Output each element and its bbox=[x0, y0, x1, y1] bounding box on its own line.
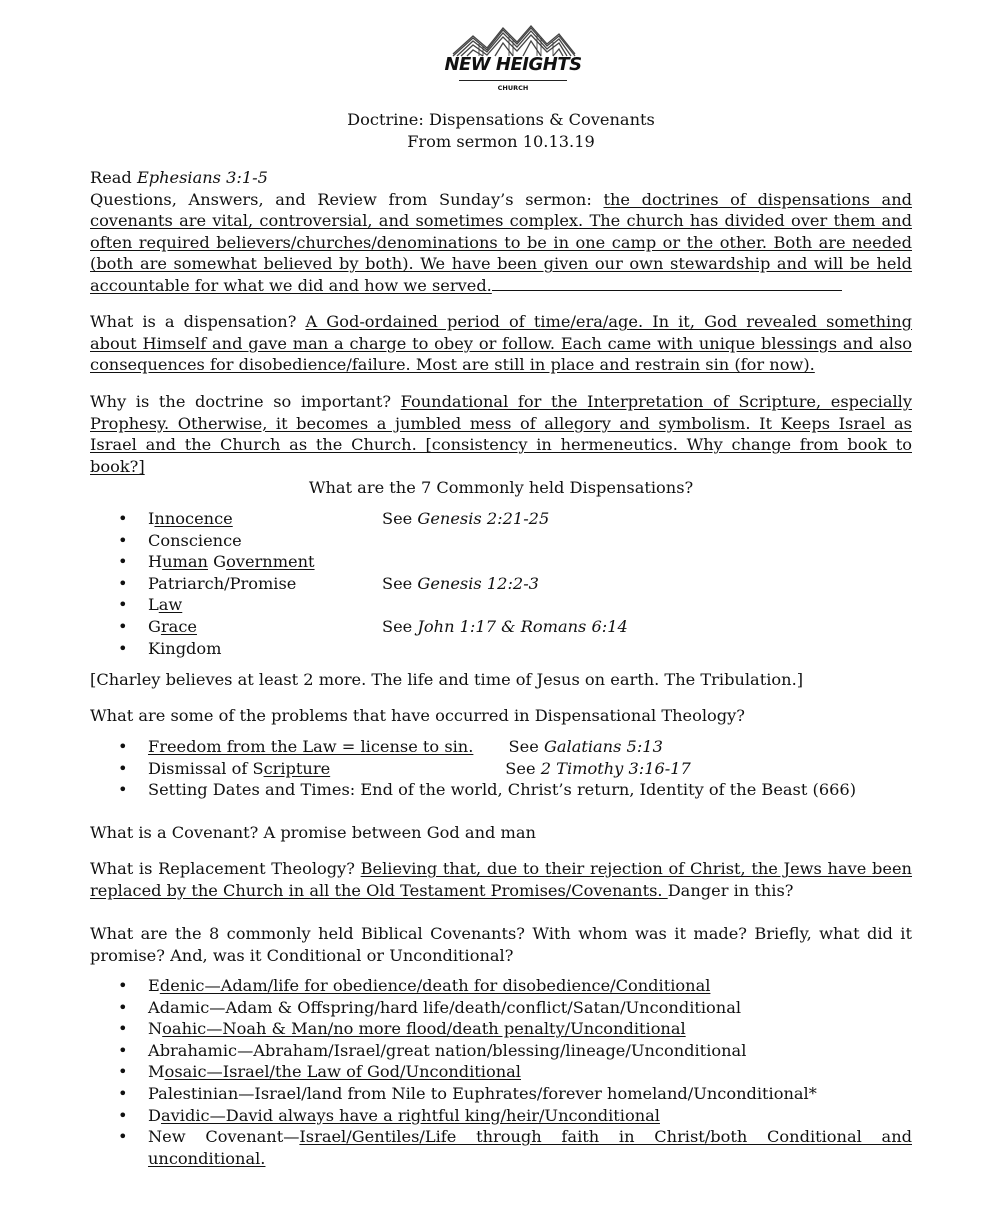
covenant-list bbox=[90, 975, 912, 1169]
page-title: Doctrine: Dispensations & Covenants bbox=[347, 110, 655, 129]
list-item: • Human Government bbox=[118, 552, 315, 572]
answer-text: A God-ordained period of time/era/age. In it, God revealed something about Himself and gave man a charge to obey or follow. Each came with unique blessings and also consequences for disobedience/failure. Most are still in place and restrain sin (for now). bbox=[90, 312, 913, 375]
problems-list bbox=[90, 736, 912, 801]
scripture-reference: Genesis 2:21-25 bbox=[417, 509, 550, 528]
scripture-reference: Genesis 12:2-3 bbox=[417, 573, 539, 593]
bullet-icon: • bbox=[118, 595, 128, 615]
list-item: • Adamic—Adam & Offspring/hard life/death/conflict/Satan/Unconditional bbox=[118, 997, 742, 1017]
intro-section bbox=[90, 167, 912, 297]
bullet-icon: • bbox=[118, 638, 128, 658]
bullet-icon: • bbox=[118, 1019, 128, 1039]
question-text: What is Replacement Theology? bbox=[90, 859, 361, 878]
bullet-icon: • bbox=[118, 530, 128, 550]
bullet-icon: • bbox=[118, 1040, 128, 1060]
bullet-icon: • bbox=[118, 552, 128, 572]
page-subtitle: From sermon 10.13.19 bbox=[407, 132, 595, 151]
list-item: • Grace See John 1:17 & Romans 6:14 bbox=[118, 616, 628, 636]
replacement-question: What is Replacement Theology? Believing that, due to their rejection of Christ, the Jews have been replaced by the Church in all the Old Testament Promises/Covenants. Danger in this? bbox=[90, 859, 912, 900]
problems-question: What are some of the problems that have occurred in Dispensational Theology? bbox=[90, 706, 745, 725]
list-item: • Abrahamic—Abraham/Israel/great nation/blessing/lineage/Unconditional bbox=[118, 1040, 747, 1060]
answer-text: Believing that, due to their rejection of Christ, the Jews have been replaced by the Church in all the Old Testament Promises/Covenants. bbox=[90, 859, 912, 900]
bullet-icon: • bbox=[118, 1062, 128, 1082]
eight-covenants-question: What are the 8 commonly held Biblical Covenants? With whom was it made? Briefly, what did it promise? And, was it Conditional or Unconditional? bbox=[90, 924, 912, 965]
list-item: • Conscience bbox=[118, 530, 242, 550]
list-item: • Dismissal of Scripture See 2 Timothy 3:16-17 bbox=[118, 758, 691, 778]
read-line bbox=[90, 167, 912, 189]
scripture-reference: 2 Timothy 3:16-17 bbox=[540, 758, 691, 778]
covenant-question: What is a Covenant? A promise between God and man bbox=[90, 823, 536, 842]
question-text: Why is the doctrine so important? bbox=[90, 392, 401, 411]
bullet-icon: • bbox=[118, 1105, 128, 1125]
bullet-icon: • bbox=[118, 573, 128, 593]
church-logo bbox=[443, 24, 583, 100]
list-item: • Law bbox=[118, 595, 183, 615]
question-text: What is a dispensation? bbox=[90, 312, 306, 331]
read-label: Read bbox=[90, 168, 137, 187]
list-item: • Noahic—Noah & Man/no more flood/death penalty/Unconditional bbox=[118, 1019, 686, 1039]
charley-note: [Charley believes at least 2 more. The life and time of Jesus on earth. The Tribulation.] bbox=[90, 670, 804, 689]
scripture-reference: Ephesians 3:1-5 bbox=[136, 168, 268, 187]
list-item: • Freedom from the Law = license to sin. See Galatians 5:13 bbox=[118, 737, 663, 756]
bullet-icon: • bbox=[118, 509, 128, 528]
intro-paragraph bbox=[90, 189, 912, 297]
list-item: • Patriarch/Promise See Genesis 12:2-3 bbox=[118, 573, 539, 593]
seven-dispensations-heading: What are the 7 Commonly held Dispensations? bbox=[308, 478, 694, 498]
answer-text: the doctrines of dispensations and covenants are vital, controversial, and sometimes complex. The church has divided over them and often required believers/churches/denominations to be in one camp or the other. Both are needed (both are somewhat believed by both). We have been given our own stewardship and will be held accountable for what we did and how we served. bbox=[90, 189, 912, 295]
answer-text: Israel/Gentiles/Life through faith in Christ/both Conditional and unconditional. bbox=[148, 1127, 912, 1168]
bullet-icon: • bbox=[118, 616, 128, 636]
scripture-reference: Galatians 5:13 bbox=[543, 737, 663, 756]
list-item: • New Covenant—Israel/Gentiles/Life through faith in Christ/both Conditional and unconditional. bbox=[118, 1127, 912, 1168]
logo-subtitle: CHURCH bbox=[497, 84, 529, 92]
bullet-icon: • bbox=[118, 997, 128, 1017]
list-item: • Kingdom bbox=[118, 638, 222, 658]
list-item: • Setting Dates and Times: End of the world, Christ’s return, Identity of the Beast (666) bbox=[118, 780, 857, 800]
question-text: Questions, Answers, and Review from Sunday’s sermon: bbox=[90, 189, 604, 209]
answer-text: Foundational for the Interpretation of Scripture, especially Prophesy. Otherwise, it becomes a jumbled mess of allegory and symbolism. It Keeps Israel as Israel and the Church as the Church. [consistency in hermeneutics. Why change from book to book?] bbox=[90, 392, 912, 476]
list-item: • Edenic—Adam/life for obedience/death for disobedience/Conditional bbox=[118, 976, 711, 995]
scripture-reference: John 1:17 & Romans 6:14 bbox=[417, 616, 628, 636]
dispensation-list bbox=[90, 508, 912, 659]
bullet-icon: • bbox=[118, 1083, 128, 1103]
list-item: • Palestinian—Israel/land from Nile to Euphrates/forever homeland/Unconditional* bbox=[118, 1083, 817, 1103]
list-item: • Mosaic—Israel/the Law of God/Unconditional bbox=[118, 1062, 521, 1082]
list-item: • Davidic—David always have a rightful king/heir/Unconditional bbox=[118, 1105, 660, 1125]
bullet-icon: • bbox=[118, 976, 128, 995]
list-item: • Innocence See Genesis 2:21-25 bbox=[118, 509, 550, 528]
bullet-icon: • bbox=[118, 758, 128, 778]
logo-wordmark: NEW HEIGHTS bbox=[444, 54, 582, 75]
answer-blank bbox=[492, 289, 842, 291]
importance-question bbox=[90, 391, 912, 499]
bullet-icon: • bbox=[118, 1127, 128, 1147]
bullet-icon: • bbox=[118, 737, 128, 756]
logo-divider bbox=[459, 80, 567, 81]
bullet-icon: • bbox=[118, 780, 128, 800]
dispensation-question bbox=[90, 311, 912, 376]
